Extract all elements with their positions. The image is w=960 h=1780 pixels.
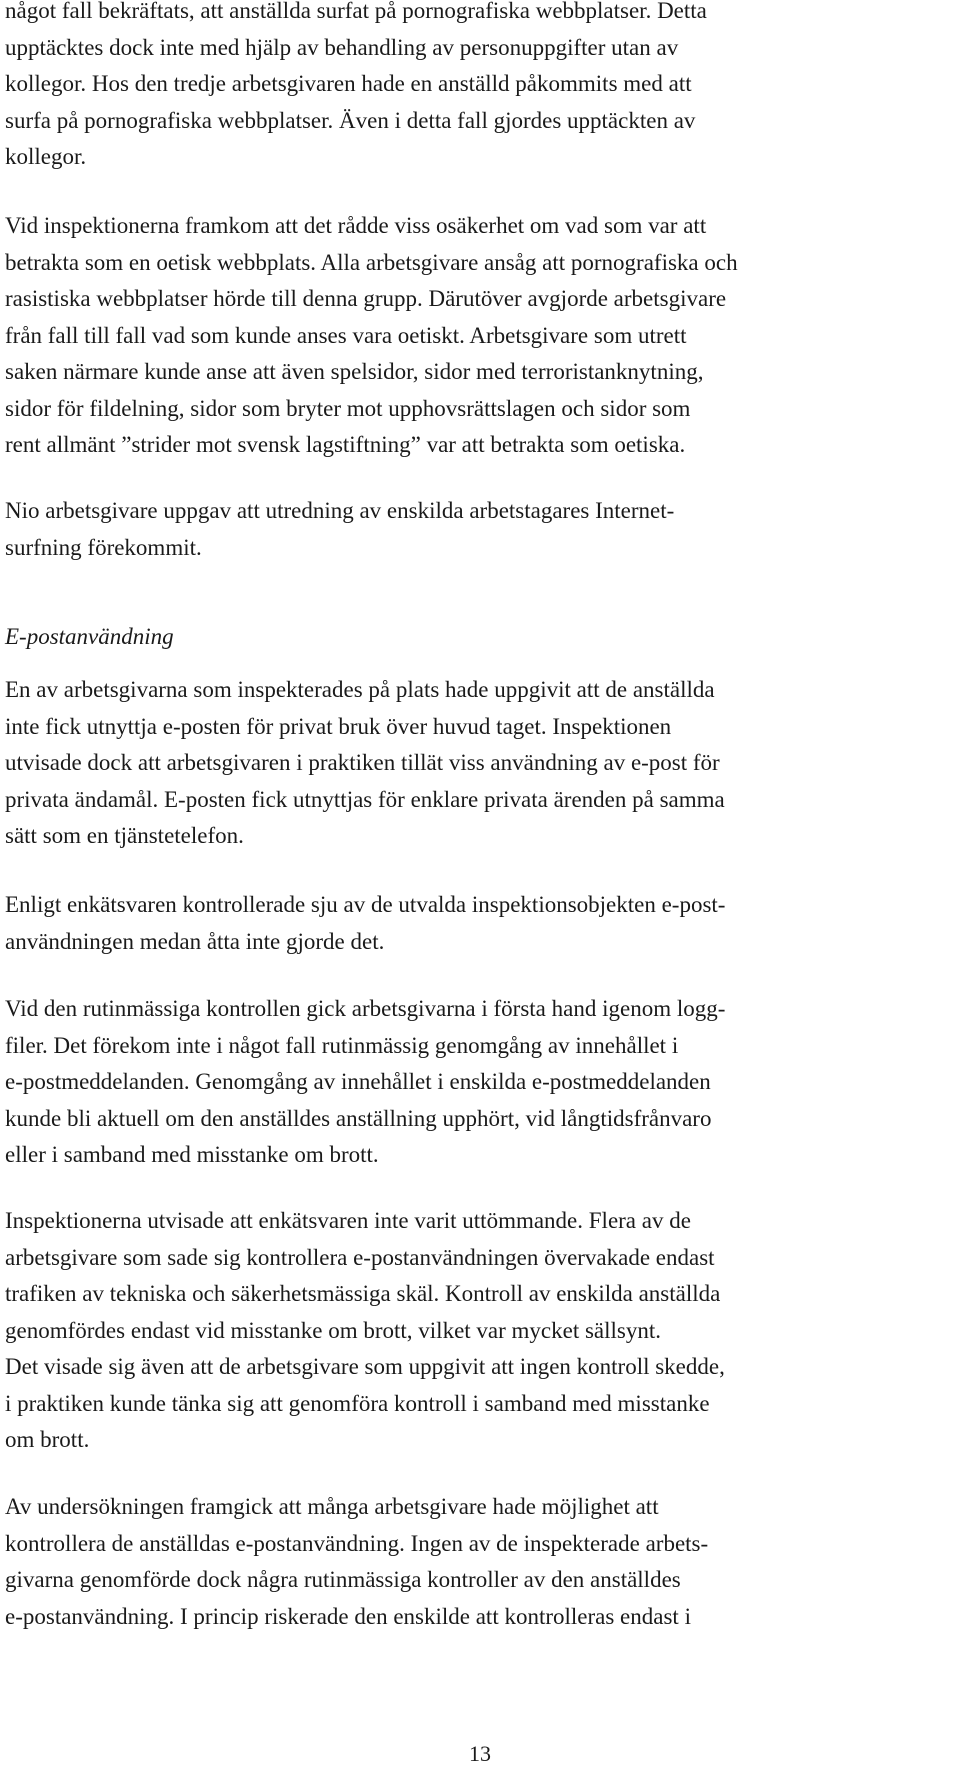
paragraph-7: [5, 1203, 725, 1459]
text-line: filer. Det förekom inte i något fall rutinmässig genomgång av innehållet i: [5, 1032, 679, 1058]
text-line: Vid den rutinmässiga kontrollen gick arbetsgivarna i första hand igenom logg-: [5, 996, 726, 1021]
text-line: kontrollera de anställdas e-postanvändning. Ingen av de inspekterade arbets-: [5, 1530, 709, 1556]
text-line: saken närmare kunde anse att även spelsidor, sidor med terroristanknytning,: [5, 359, 704, 384]
text-line: givarna genomförde dock några rutinmässiga kontroller av den anställdes: [5, 1567, 681, 1592]
text-line: kollegor. Hos den tredje arbetsgivaren hade en anställd påkommits med att: [5, 71, 692, 96]
text-line: inte fick utnyttja e-posten för privat bruk över huvud taget. Inspektionen: [5, 713, 672, 739]
text-line: Vid inspektionerna framkom att det rådde viss osäkerhet om vad som var att: [5, 213, 707, 238]
text-line: e-postanvändning. I princip riskerade den enskilde att kontrolleras endast i: [5, 1603, 691, 1629]
text-line: e-postmeddelanden. Genomgång av innehållet i enskilda e-postmeddelanden: [5, 1069, 711, 1094]
text-line: sätt som en tjänstetelefon.: [5, 823, 244, 848]
text-line: i praktiken kunde tänka sig att genomföra kontroll i samband med misstanke: [5, 1390, 710, 1416]
text-line: rasistiska webbplatser hörde till denna grupp. Därutöver avgjorde arbetsgivare: [5, 286, 727, 311]
text-line: Enligt enkätsvaren kontrollerade sju av de utvalda inspektionsobjekten e-post-: [5, 892, 726, 917]
text-line: trafiken av tekniska och säkerhetsmässiga skäl. Kontroll av enskilda anställda: [5, 1281, 721, 1306]
text-line: Inspektionerna utvisade att enkätsvaren inte varit uttömmande. Flera av de: [5, 1208, 691, 1233]
text-line: En av arbetsgivarna som inspekterades på plats hade uppgivit att de anställda: [5, 677, 715, 702]
text-line: betrakta som en oetisk webbplats. Alla arbetsgivare ansåg att pornografiska och: [5, 249, 738, 275]
paragraph-3: [5, 493, 674, 566]
paragraph-5: [5, 887, 725, 960]
text-line: genomfördes endast vid misstanke om brott, vilket var mycket sällsynt.: [5, 1317, 662, 1343]
text-line: surfa på pornografiska webbplatser. Även i detta fall gjordes upptäckten av: [5, 107, 696, 133]
text-line: Av undersökningen framgick att många arbetsgivare hade möjlighet att: [5, 1494, 659, 1519]
paragraph-1: [5, 0, 707, 176]
text-line: rent allmänt ”strider mot svensk lagstiftning” var att betrakta som oetiska.: [5, 432, 686, 457]
text-line: eller i samband med misstanke om brott.: [5, 1142, 379, 1167]
text-line: upptäcktes dock inte med hjälp av behandling av personuppgifter utan av: [5, 34, 679, 60]
text-line: kunde bli aktuell om den anställdes anställning upphört, vid långtidsfrånvaro: [5, 1105, 712, 1131]
paragraph-2: [5, 208, 738, 464]
page-number: 13: [469, 1741, 491, 1766]
text-line: kollegor.: [5, 144, 87, 169]
text-line: något fall bekräftats, att anställda surfat på pornografiska webbplatser. Detta: [5, 0, 707, 23]
text-line: användningen medan åtta inte gjorde det.: [5, 928, 385, 954]
paragraph-4: [5, 672, 725, 855]
text-line: sidor för fildelning, sidor som bryter mot upphovsrättslagen och sidor som: [5, 395, 691, 421]
text-line: privata ändamål. E-posten fick utnyttjas för enklare privata ärenden på samma: [5, 786, 725, 812]
text-line: utvisade dock att arbetsgivaren i praktiken tillät viss användning av e-post för: [5, 750, 720, 775]
paragraph-8: [5, 1489, 708, 1635]
text-line: arbetsgivare som sade sig kontrollera e-postanvändningen övervakade endast: [5, 1244, 715, 1270]
paragraph-6: [5, 991, 725, 1174]
text-line: om brott.: [5, 1427, 90, 1452]
text-line: Det visade sig även att de arbetsgivare som uppgivit att ingen kontroll skedde,: [5, 1354, 725, 1379]
text-line: från fall till fall vad som kunde anses vara oetiskt. Arbetsgivare som utrett: [5, 322, 687, 348]
section-heading: E-postanvändning: [5, 624, 174, 649]
text-line: Nio arbetsgivare uppgav att utredning av enskilda arbetstagares Internet-: [5, 498, 675, 523]
text-line: surfning förekommit.: [5, 534, 202, 560]
